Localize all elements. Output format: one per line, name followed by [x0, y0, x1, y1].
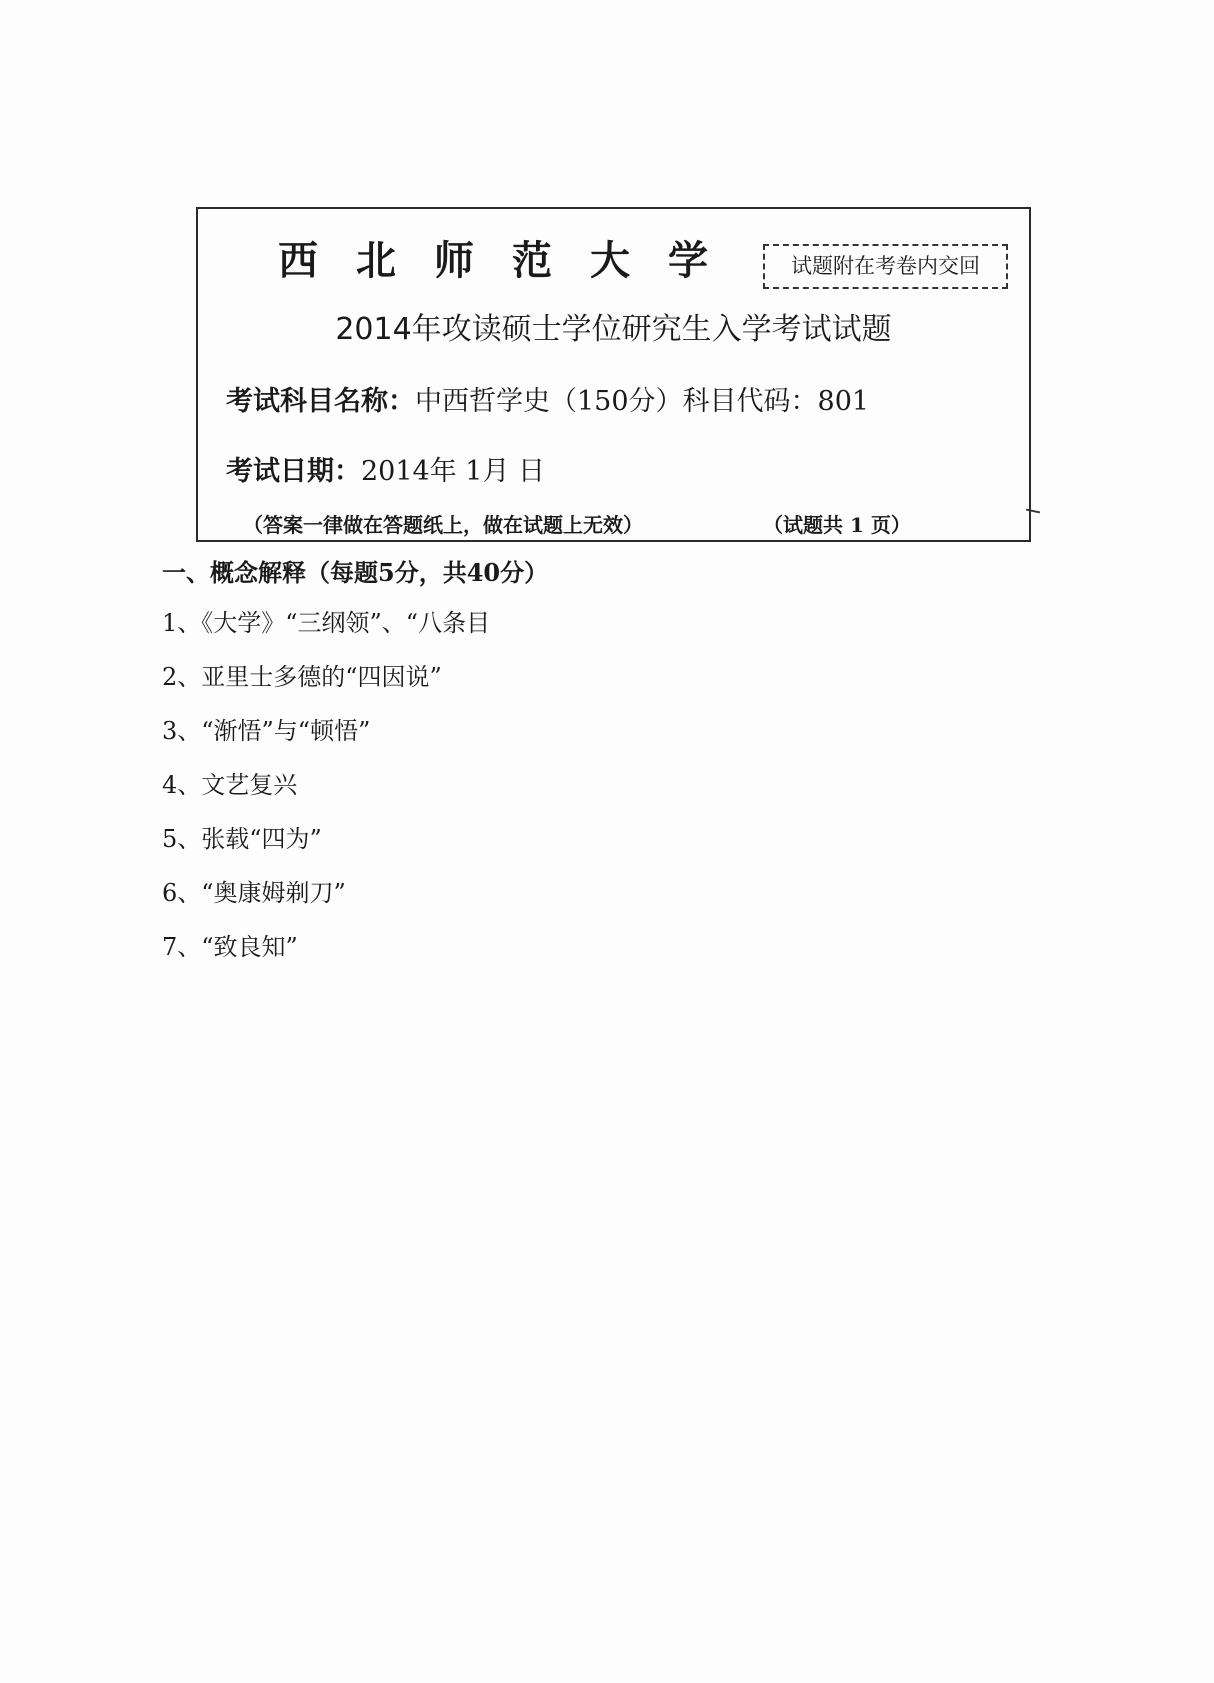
question-item: 2、亚里士多德的“四因说”	[162, 663, 442, 691]
subject-label: 考试科目名称：	[226, 386, 415, 417]
return-notice-box: 试题附在考卷内交回	[763, 244, 1008, 289]
question-item: 6、“奥康姆剃刀”	[162, 879, 346, 907]
question-list	[162, 608, 490, 986]
question-item: 3、“渐悟”与“顿悟”	[162, 717, 371, 745]
date-value: 2014年 1月 日	[361, 456, 546, 487]
exam-title: 2014年攻读硕士学位研究生入学考试试题	[335, 312, 892, 347]
question-item: 1、《大学》“三纲领”、“八条目	[162, 609, 491, 637]
date-line	[226, 449, 545, 488]
subject-value: 中西哲学史（150分）科目代码：801	[415, 386, 870, 417]
question-item: 7、“致良知”	[162, 933, 298, 961]
page-count: （试题共 1 页）	[763, 513, 911, 537]
question-item: 4、文艺复兴	[162, 771, 298, 799]
exam-header-box	[196, 207, 1031, 542]
answer-note: （答案一律做在答题纸上，做在试题上无效）	[243, 513, 643, 537]
subject-line	[226, 379, 869, 418]
question-item: 5、张载“四为”	[162, 825, 322, 853]
university-name: 西北师范大学	[278, 238, 746, 284]
date-label: 考试日期：	[226, 456, 361, 487]
section-heading: 一、概念解释（每题5分，共40分）	[162, 558, 549, 587]
